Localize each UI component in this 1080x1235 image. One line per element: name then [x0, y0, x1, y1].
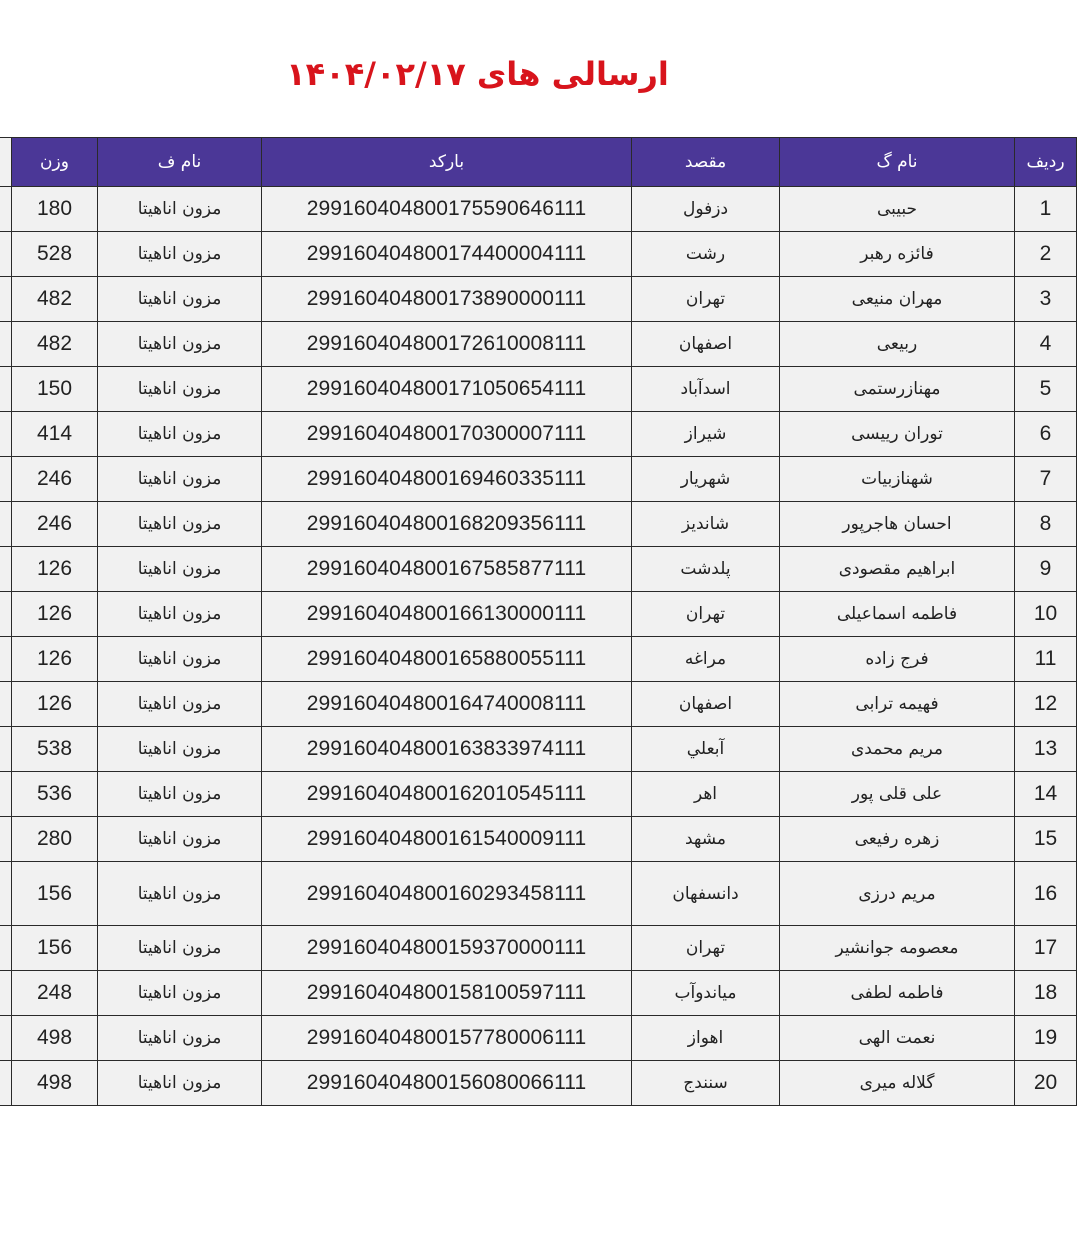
extra-cell: [0, 772, 12, 817]
extra-cell: [0, 592, 12, 637]
destination-cell: اصفهان: [632, 322, 780, 367]
shipments-table: [0, 137, 1077, 1106]
extra-cell: [0, 862, 12, 926]
barcode-cell: 299160404800175590646111: [262, 187, 632, 232]
weight-cell: 414: [12, 412, 98, 457]
destination-cell: اهواز: [632, 1016, 780, 1061]
recipient-cell: فاطمه لطفی: [780, 971, 1015, 1016]
barcode-cell: 299160404800171050654111: [262, 367, 632, 412]
barcode-cell: 299160404800164740008111: [262, 682, 632, 727]
barcode-cell: 299160404800160293458111: [262, 862, 632, 926]
sender-cell: مزون اناهیتا: [98, 682, 262, 727]
destination-cell: شاندیز: [632, 502, 780, 547]
destination-cell: اصفهان: [632, 682, 780, 727]
extra-cell: [0, 322, 12, 367]
table-header-row: [0, 138, 1077, 187]
destination-cell: تهران: [632, 926, 780, 971]
row-number-cell: 20: [1015, 1061, 1077, 1106]
destination-cell: شیراز: [632, 412, 780, 457]
sender-cell: مزون اناهیتا: [98, 592, 262, 637]
weight-cell: 528: [12, 232, 98, 277]
extra-cell: [0, 457, 12, 502]
barcode-cell: 299160404800159370000111: [262, 926, 632, 971]
row-number-cell: 3: [1015, 277, 1077, 322]
header-row-number: ردیف: [1015, 138, 1077, 187]
extra-cell: [0, 637, 12, 682]
sender-cell: مزون اناهیتا: [98, 547, 262, 592]
weight-cell: 126: [12, 682, 98, 727]
barcode-cell: 299160404800170300007111: [262, 412, 632, 457]
weight-cell: 126: [12, 547, 98, 592]
extra-cell: [0, 1061, 12, 1106]
extra-cell: [0, 232, 12, 277]
table-row: [0, 592, 1077, 637]
destination-cell: تهران: [632, 277, 780, 322]
row-number-cell: 18: [1015, 971, 1077, 1016]
table-row: [0, 412, 1077, 457]
destination-cell: اسدآباد: [632, 367, 780, 412]
weight-cell: 498: [12, 1061, 98, 1106]
table-row: [0, 817, 1077, 862]
barcode-cell: 299160404800158100597111: [262, 971, 632, 1016]
table-row: [0, 547, 1077, 592]
destination-cell: تهران: [632, 592, 780, 637]
weight-cell: 498: [12, 1016, 98, 1061]
destination-cell: رشت: [632, 232, 780, 277]
extra-cell: [0, 412, 12, 457]
barcode-cell: 299160404800163833974111: [262, 727, 632, 772]
destination-cell: مشهد: [632, 817, 780, 862]
table-row: [0, 502, 1077, 547]
barcode-cell: 299160404800165880055111: [262, 637, 632, 682]
recipient-cell: گلاله میری: [780, 1061, 1015, 1106]
recipient-cell: نعمت الهی: [780, 1016, 1015, 1061]
table-row: [0, 862, 1077, 926]
destination-cell: میاندوآب: [632, 971, 780, 1016]
weight-cell: 126: [12, 637, 98, 682]
recipient-cell: مهنازرستمی: [780, 367, 1015, 412]
sender-cell: مزون اناهیتا: [98, 367, 262, 412]
recipient-cell: علی قلی پور: [780, 772, 1015, 817]
weight-cell: 248: [12, 971, 98, 1016]
barcode-cell: 299160404800168209356111: [262, 502, 632, 547]
row-number-cell: 11: [1015, 637, 1077, 682]
recipient-cell: فهیمه ترابی: [780, 682, 1015, 727]
table-row: [0, 637, 1077, 682]
table-row: [0, 232, 1077, 277]
recipient-cell: معصومه جوانشیر: [780, 926, 1015, 971]
recipient-cell: مهران منیعی: [780, 277, 1015, 322]
destination-cell: شهریار: [632, 457, 780, 502]
row-number-cell: 13: [1015, 727, 1077, 772]
table-row: [0, 772, 1077, 817]
row-number-cell: 2: [1015, 232, 1077, 277]
barcode-cell: 299160404800166130000111: [262, 592, 632, 637]
row-number-cell: 16: [1015, 862, 1077, 926]
row-number-cell: 12: [1015, 682, 1077, 727]
sender-cell: مزون اناهیتا: [98, 772, 262, 817]
destination-cell: اهر: [632, 772, 780, 817]
row-number-cell: 1: [1015, 187, 1077, 232]
table-row: [0, 682, 1077, 727]
barcode-cell: 299160404800173890000111: [262, 277, 632, 322]
extra-cell: [0, 1016, 12, 1061]
extra-cell: [0, 682, 12, 727]
weight-cell: 156: [12, 862, 98, 926]
sender-cell: مزون اناهیتا: [98, 232, 262, 277]
recipient-cell: ربیعی: [780, 322, 1015, 367]
row-number-cell: 9: [1015, 547, 1077, 592]
extra-cell: [0, 277, 12, 322]
sender-cell: مزون اناهیتا: [98, 637, 262, 682]
table-row: [0, 277, 1077, 322]
recipient-cell: حبیبی: [780, 187, 1015, 232]
row-number-cell: 7: [1015, 457, 1077, 502]
extra-cell: [0, 547, 12, 592]
row-number-cell: 4: [1015, 322, 1077, 367]
table-row: [0, 367, 1077, 412]
barcode-cell: 299160404800167585877111: [262, 547, 632, 592]
row-number-cell: 10: [1015, 592, 1077, 637]
barcode-cell: 299160404800162010545111: [262, 772, 632, 817]
weight-cell: 150: [12, 367, 98, 412]
barcode-cell: 299160404800169460335111: [262, 457, 632, 502]
destination-cell: دزفول: [632, 187, 780, 232]
table-row: [0, 971, 1077, 1016]
row-number-cell: 5: [1015, 367, 1077, 412]
sender-cell: مزون اناهیتا: [98, 926, 262, 971]
extra-cell: [0, 926, 12, 971]
row-number-cell: 19: [1015, 1016, 1077, 1061]
sender-cell: مزون اناهیتا: [98, 322, 262, 367]
recipient-cell: مریم درزی: [780, 862, 1015, 926]
weight-cell: 246: [12, 502, 98, 547]
sender-cell: مزون اناهیتا: [98, 457, 262, 502]
row-number-cell: 6: [1015, 412, 1077, 457]
sender-cell: مزون اناهیتا: [98, 1061, 262, 1106]
extra-cell: [0, 971, 12, 1016]
recipient-cell: مریم محمدی: [780, 727, 1015, 772]
recipient-cell: توران رییسی: [780, 412, 1015, 457]
weight-cell: 180: [12, 187, 98, 232]
barcode-cell: 299160404800174400004111: [262, 232, 632, 277]
table-row: [0, 1061, 1077, 1106]
table-row: [0, 187, 1077, 232]
header-extra-column: [0, 138, 12, 187]
header-sender: نام ف: [98, 138, 262, 187]
destination-cell: پلدشت: [632, 547, 780, 592]
recipient-cell: احسان هاجرپور: [780, 502, 1015, 547]
sender-cell: مزون اناهیتا: [98, 187, 262, 232]
extra-cell: [0, 187, 12, 232]
destination-cell: دانسفهان: [632, 862, 780, 926]
barcode-cell: 299160404800161540009111: [262, 817, 632, 862]
sender-cell: مزون اناهیتا: [98, 817, 262, 862]
extra-cell: [0, 367, 12, 412]
destination-cell: مراغه: [632, 637, 780, 682]
sender-cell: مزون اناهیتا: [98, 277, 262, 322]
row-number-cell: 17: [1015, 926, 1077, 971]
table-row: [0, 322, 1077, 367]
page-title: ارسالی های ۱۴۰۴/۰۲/۱۷: [286, 55, 669, 93]
barcode-cell: 299160404800157780006111: [262, 1016, 632, 1061]
header-weight: وزن: [12, 138, 98, 187]
weight-cell: 246: [12, 457, 98, 502]
sender-cell: مزون اناهیتا: [98, 1016, 262, 1061]
header-recipient: نام گ: [780, 138, 1015, 187]
weight-cell: 538: [12, 727, 98, 772]
weight-cell: 536: [12, 772, 98, 817]
row-number-cell: 14: [1015, 772, 1077, 817]
recipient-cell: فائزه رهبر: [780, 232, 1015, 277]
table-row: [0, 926, 1077, 971]
weight-cell: 156: [12, 926, 98, 971]
sender-cell: مزون اناهیتا: [98, 727, 262, 772]
sender-cell: مزون اناهیتا: [98, 862, 262, 926]
weight-cell: 482: [12, 322, 98, 367]
header-barcode: بارکد: [262, 138, 632, 187]
recipient-cell: ابراهیم مقصودی: [780, 547, 1015, 592]
barcode-cell: 299160404800156080066111: [262, 1061, 632, 1106]
sender-cell: مزون اناهیتا: [98, 971, 262, 1016]
header-destination: مقصد: [632, 138, 780, 187]
row-number-cell: 8: [1015, 502, 1077, 547]
barcode-cell: 299160404800172610008111: [262, 322, 632, 367]
recipient-cell: فرج زاده: [780, 637, 1015, 682]
table-row: [0, 457, 1077, 502]
destination-cell: سنندج: [632, 1061, 780, 1106]
weight-cell: 126: [12, 592, 98, 637]
extra-cell: [0, 727, 12, 772]
table-row: [0, 1016, 1077, 1061]
recipient-cell: زهره رفیعی: [780, 817, 1015, 862]
sender-cell: مزون اناهیتا: [98, 502, 262, 547]
sender-cell: مزون اناهیتا: [98, 412, 262, 457]
extra-cell: [0, 502, 12, 547]
extra-cell: [0, 817, 12, 862]
destination-cell: آبعلي: [632, 727, 780, 772]
recipient-cell: فاطمه اسماعیلی: [780, 592, 1015, 637]
table-row: [0, 727, 1077, 772]
row-number-cell: 15: [1015, 817, 1077, 862]
weight-cell: 280: [12, 817, 98, 862]
weight-cell: 482: [12, 277, 98, 322]
recipient-cell: شهنازبیات: [780, 457, 1015, 502]
